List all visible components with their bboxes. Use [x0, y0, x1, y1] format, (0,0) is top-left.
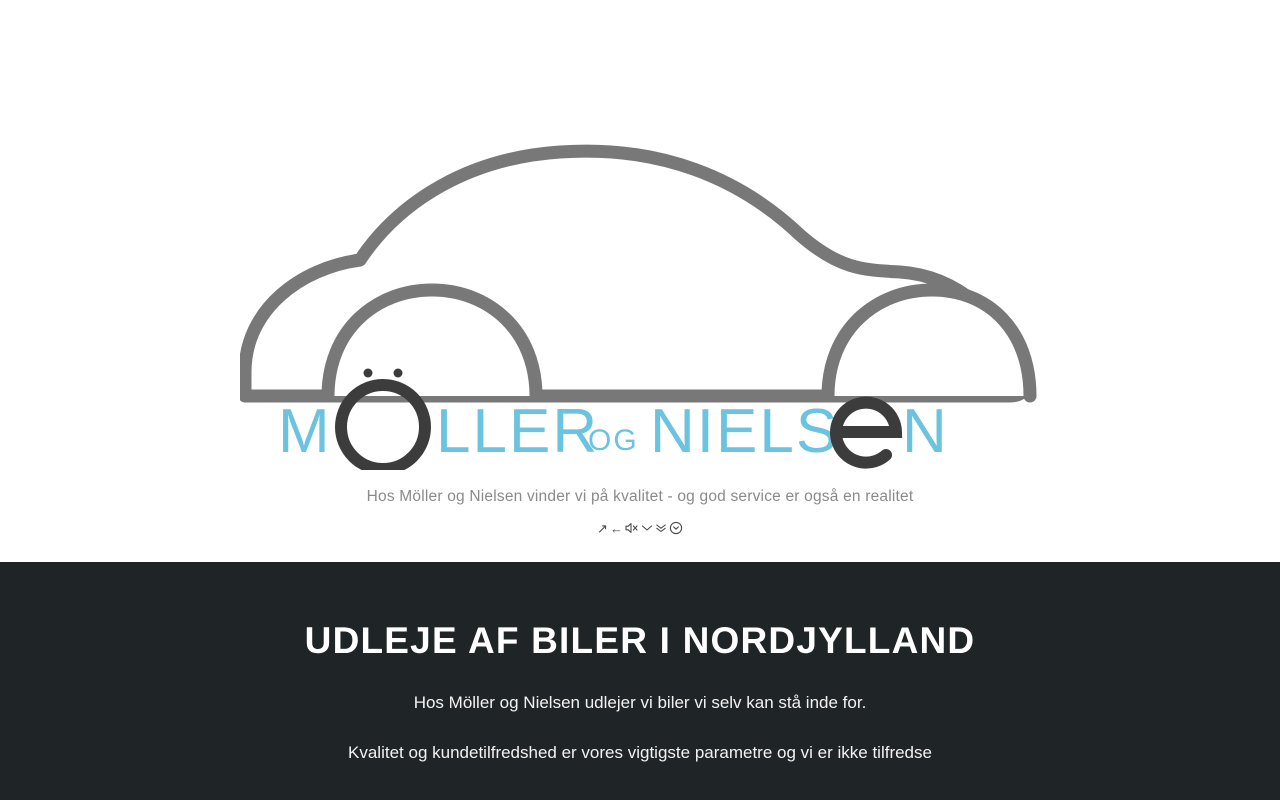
umlaut-dot-right: [394, 369, 403, 378]
brand-word-niels: NIELS: [650, 397, 840, 466]
brand-word-moller: M: [278, 397, 332, 466]
brand-word-n: N: [902, 397, 949, 466]
brand-letter-e: [836, 403, 896, 463]
brand-word-ller: LLER: [436, 397, 600, 466]
chevron-down-icon[interactable]: [641, 520, 653, 536]
page-title: UDLEJE AF BILER I NORDJYLLAND: [304, 620, 976, 661]
brand-word-og: OG: [588, 424, 639, 457]
circle-chevron-down-icon[interactable]: [669, 520, 683, 536]
brand-logo[interactable]: [240, 140, 1040, 470]
hero-icon-row: [597, 520, 683, 536]
arrow-up-right-icon[interactable]: ↗: [597, 520, 608, 536]
hero-tagline: Hos Möller og Nielsen vinder vi på kvalitet - og god service er også en realitet: [366, 488, 914, 505]
intro-paragraph-2: Kvalitet og kundetilfredshed er vores vigtigste parametre og vi er ikke tilfredse: [348, 742, 932, 762]
car-outline-icon: [240, 140, 1040, 470]
speaker-mute-icon[interactable]: [625, 520, 639, 536]
intro-section: [0, 562, 1280, 800]
intro-paragraph-1: Hos Möller og Nielsen udlejer vi biler vi selv kan stå inde for.: [413, 692, 867, 712]
umlaut-dot-left: [364, 369, 373, 378]
double-chevron-down-icon[interactable]: [655, 520, 667, 536]
arrow-left-icon[interactable]: ←: [609, 520, 623, 536]
